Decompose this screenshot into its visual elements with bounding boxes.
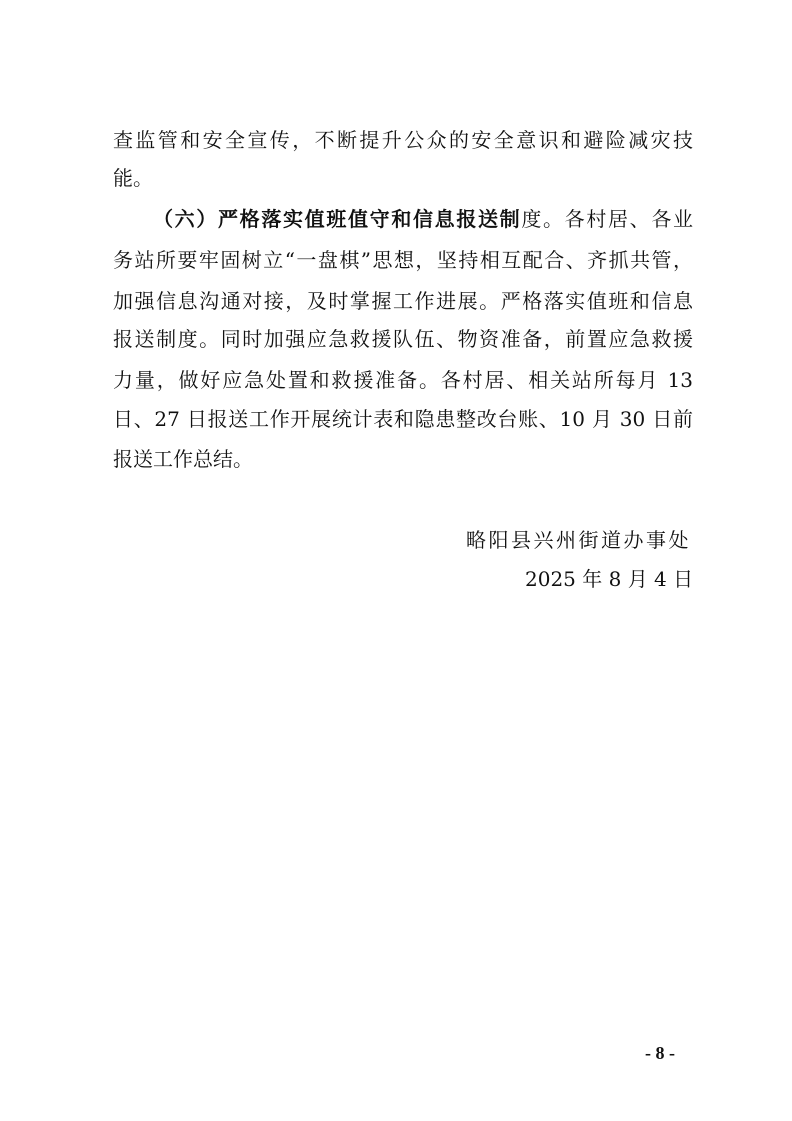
section6-line-5: 力量，做好应急处置和救援准备。各村居、相关站所每月 13 bbox=[113, 368, 693, 392]
section6-line-4: 报送制度。同时加强应急救援队伍、物资准备，前置应急救援 bbox=[113, 327, 693, 351]
section6-line-7: 报送工作总结。 bbox=[113, 447, 253, 471]
section6-heading: （六）严格落实值班值守和信息报送制 bbox=[153, 207, 522, 231]
section6-first-line-rest: 度。各村居、各业 bbox=[521, 207, 694, 231]
section6-line-2: 务站所要牢固树立“一盘棋”思想，坚持相互配合、齐抓共管， bbox=[113, 248, 693, 272]
page-number: - 8 - bbox=[645, 1043, 675, 1063]
signature-date: 2025 年 8 月 4 日 bbox=[525, 567, 694, 591]
signature-org: 略阳县兴州街道办事处 bbox=[466, 528, 691, 552]
section6-first-line bbox=[153, 207, 693, 231]
body-line-2: 能。 bbox=[113, 166, 153, 190]
section6-line-3: 加强信息沟通对接，及时掌握工作进展。严格落实值班和信息 bbox=[113, 289, 693, 313]
body-line-1: 查监管和安全宣传，不断提升公众的安全意识和避险减灾技 bbox=[113, 128, 693, 152]
section6-line-6: 日、27 日报送工作开展统计表和隐患整改台账、10 月 30 日前 bbox=[113, 407, 693, 431]
